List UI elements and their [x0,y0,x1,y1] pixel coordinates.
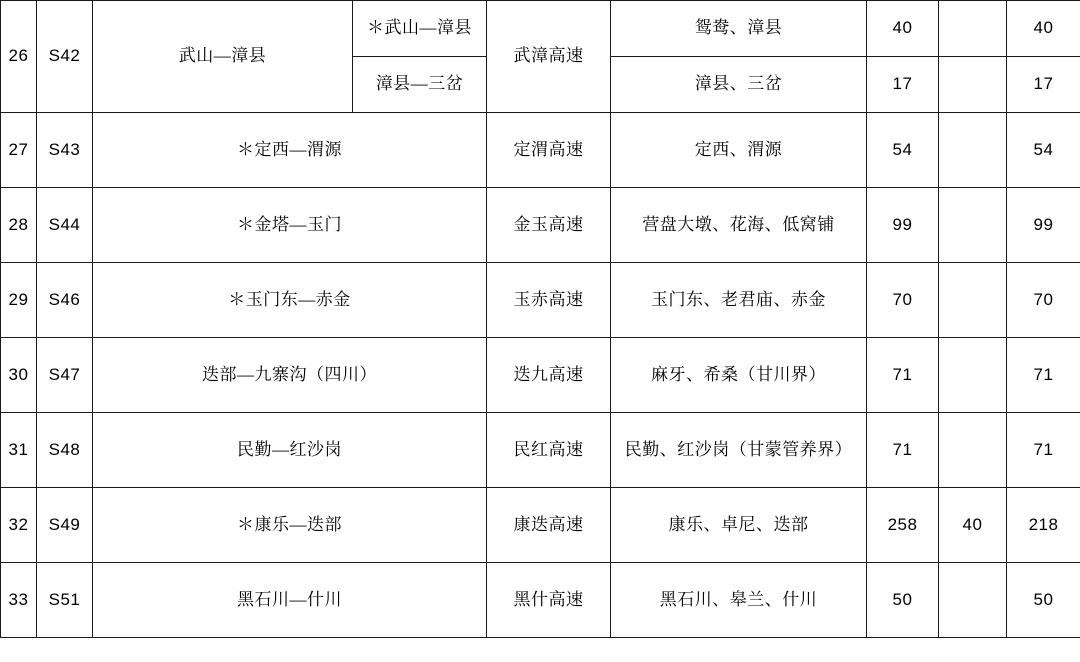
row-index: 29 [1,263,37,338]
route-name: 黑石川—什川 [93,563,487,638]
planned-mileage: 218 [1007,488,1080,563]
route-waypoints: 玉门东、老君庙、赤金 [611,263,867,338]
route-short-name: 金玉高速 [487,188,611,263]
planned-mileage: 70 [1007,263,1080,338]
row-index: 30 [1,338,37,413]
total-mileage: 50 [867,563,939,638]
route-code: S42 [37,1,93,113]
route-short-name: 迭九高速 [487,338,611,413]
route-code: S44 [37,188,93,263]
route-name: 武山—漳县 [93,1,353,113]
row-index: 31 [1,413,37,488]
row-index: 33 [1,563,37,638]
route-short-name: 武漳高速 [487,1,611,113]
total-mileage: 258 [867,488,939,563]
route-code: S47 [37,338,93,413]
planned-mileage: 71 [1007,413,1080,488]
route-code: S46 [37,263,93,338]
built-mileage [939,57,1007,113]
route-short-name: 民红高速 [487,413,611,488]
route-name: ＊康乐—迭部 [93,488,487,563]
built-mileage [939,263,1007,338]
table-row [1,413,1080,488]
route-short-name: 玉赤高速 [487,263,611,338]
route-short-name: 康迭高速 [487,488,611,563]
total-mileage: 17 [867,57,939,113]
built-mileage [939,563,1007,638]
route-code: S43 [37,113,93,188]
route-waypoints: 民勤、红沙岗（甘蒙管养界） [611,413,867,488]
planned-mileage: 50 [1007,563,1080,638]
built-mileage [939,338,1007,413]
table-row [1,338,1080,413]
built-mileage [939,1,1007,57]
total-mileage: 99 [867,188,939,263]
row-index: 27 [1,113,37,188]
route-code: S49 [37,488,93,563]
total-mileage: 40 [867,1,939,57]
table-row [1,263,1080,338]
table-row [1,1,1080,57]
route-waypoints: 营盘大墩、花海、低窝铺 [611,188,867,263]
total-mileage: 54 [867,113,939,188]
route-waypoints: 鸳鸯、漳县 [611,1,867,57]
total-mileage: 70 [867,263,939,338]
route-segment: ＊武山—漳县 [353,1,487,57]
planned-mileage: 40 [1007,1,1080,57]
built-mileage [939,113,1007,188]
planned-mileage: 71 [1007,338,1080,413]
route-waypoints: 漳县、三岔 [611,57,867,113]
route-name: 民勤—红沙岗 [93,413,487,488]
route-name: ＊玉门东—赤金 [93,263,487,338]
table-row [1,113,1080,188]
planned-mileage: 54 [1007,113,1080,188]
table-body [1,1,1080,638]
route-short-name: 黑什高速 [487,563,611,638]
route-name: ＊定西—渭源 [93,113,487,188]
total-mileage: 71 [867,413,939,488]
route-short-name: 定渭高速 [487,113,611,188]
route-waypoints: 麻牙、希桑（甘川界） [611,338,867,413]
table-row [1,488,1080,563]
planned-mileage: 17 [1007,57,1080,113]
row-index: 28 [1,188,37,263]
route-waypoints: 定西、渭源 [611,113,867,188]
built-mileage: 40 [939,488,1007,563]
route-name: ＊金塔—玉门 [93,188,487,263]
built-mileage [939,413,1007,488]
route-code: S51 [37,563,93,638]
built-mileage [939,188,1007,263]
row-index: 32 [1,488,37,563]
route-waypoints: 康乐、卓尼、迭部 [611,488,867,563]
route-waypoints: 黑石川、皋兰、什川 [611,563,867,638]
route-segment: 漳县—三岔 [353,57,487,113]
route-code: S48 [37,413,93,488]
route-name: 迭部—九寨沟（四川） [93,338,487,413]
total-mileage: 71 [867,338,939,413]
row-index: 26 [1,1,37,113]
planned-mileage: 99 [1007,188,1080,263]
table-row [1,563,1080,638]
table-row [1,188,1080,263]
